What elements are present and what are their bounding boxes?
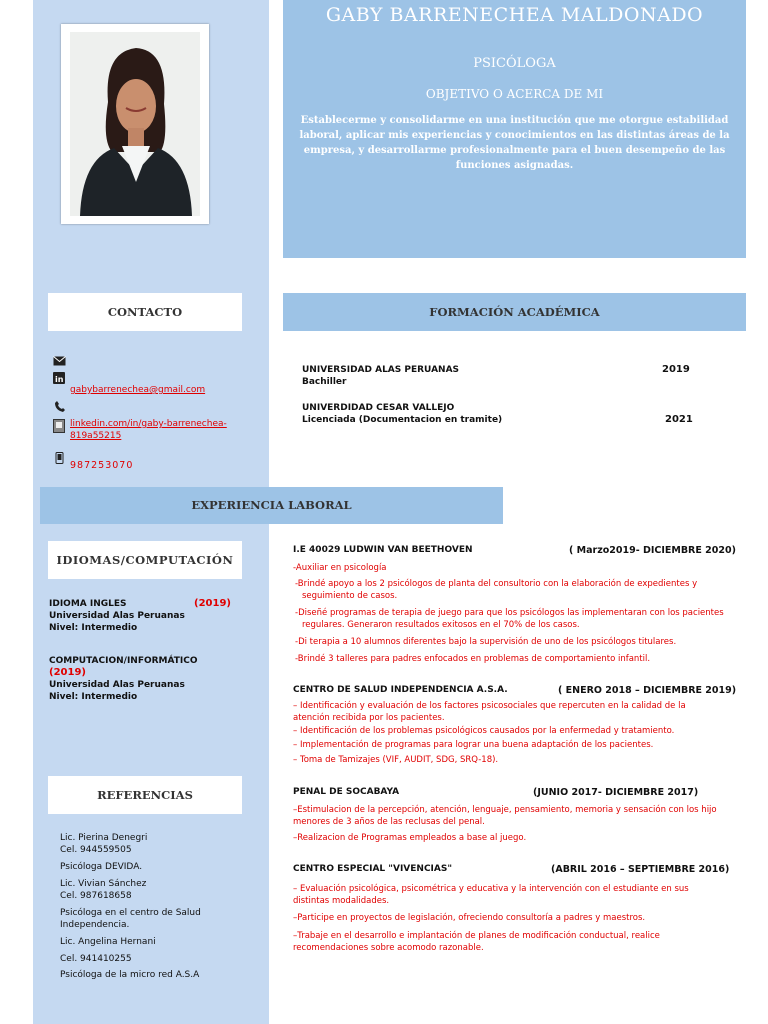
education-item-year: 2021	[665, 414, 693, 425]
job-bullet: regulares. Generaron resultados exitosos en el 70% de los casos.	[302, 620, 580, 630]
education-item-school: UNIVERSIDAD ALAS PERUANAS	[302, 365, 460, 375]
job-bullet: -Auxiliar en psicología	[293, 563, 387, 573]
computacion-year: (2019)	[49, 667, 86, 678]
job-bullet: – Identificación de los problemas psicológicos causados por la enfermedad y tratamiento.	[293, 726, 675, 736]
svg-text:in: in	[55, 375, 64, 384]
job-title: CENTRO ESPECIAL "VIVENCIAS"	[293, 864, 453, 874]
linkedin-icon	[53, 369, 65, 384]
job-title: I.E 40029 LUDWIN VAN BEETHOVEN	[293, 545, 473, 555]
job-dates: ( Marzo2019- DICIEMBRE 2020)	[569, 545, 736, 556]
profile-photo	[70, 32, 200, 216]
email-link[interactable]: gabybarrenechea@gmail.com	[70, 385, 206, 395]
phone-number: 987253070	[70, 460, 134, 471]
reference-line: Lic. Vivian Sánchez	[60, 879, 147, 889]
reference-line: Psicóloga en el centro de Salud	[60, 908, 201, 918]
reference-line: Cel. 944559505	[60, 845, 132, 855]
job-bullet: distintas modalidades.	[293, 896, 390, 906]
header-panel	[283, 0, 746, 258]
idiomas-heading: IDIOMAS/COMPUTACIÓN	[48, 541, 242, 579]
job-bullet: – Evaluación psicológica, psicométrica y educativa y la intervención con el estudiante en sus	[293, 884, 689, 894]
education-item-school: UNIVERDIDAD CESAR VALLEJO	[302, 403, 455, 413]
reference-line: Lic. Pierina Denegri	[60, 833, 148, 843]
job-dates: ( ENERO 2018 – DICIEMBRE 2019)	[558, 685, 737, 696]
reference-line: Cel. 987618658	[60, 891, 132, 901]
profession-title: PSICÓLOGA	[473, 56, 556, 71]
envelope-icon	[53, 351, 67, 361]
job-bullet: -Brindé apoyo a los 2 psicólogos de planta del consultorio con la elaboración de expedientes y	[295, 579, 698, 589]
computacion-name: COMPUTACION/INFORMÁTICO	[49, 656, 198, 666]
experiencia-heading: EXPERIENCIA LABORAL	[40, 487, 503, 524]
contact-heading: CONTACTO	[48, 293, 242, 331]
job-bullet: seguimiento de casos.	[302, 591, 398, 601]
job-bullet: -Di terapia a 10 alumnos diferentes bajo la supervisión de uno de los psicólogos titulares.	[295, 637, 677, 647]
portrait-illustration	[70, 32, 200, 216]
job-bullet: – Toma de Tamizajes (VIF, AUDIT, SDG, SRQ-18).	[293, 755, 499, 765]
reference-line: Cel. 941410255	[60, 954, 132, 964]
objective-text: Establecerme y consolidarme en una institución que me otorgue estabilidad laboral, aplicar mis experiencias y conocimientos en las distintas áreas de la empresa, y desarrollarme profesionalmente para el buen desempeño de las funciones asignadas.	[299, 115, 730, 171]
job-bullet: –Trabaje en el desarrollo e implantación de planes de modificación conductual, realice	[293, 931, 660, 941]
idioma-school: Universidad Alas Peruanas	[49, 611, 185, 621]
job-dates: (ABRIL 2016 – SEPTIEMBRE 2016)	[551, 864, 730, 875]
job-bullet: –Realizacion de Programas empleados a base al juego.	[293, 833, 527, 843]
reference-line: Psicóloga de la micro red A.S.A	[60, 970, 200, 980]
education-item-year: 2019	[662, 364, 690, 375]
job-bullet: –Participe en proyectos de legislación, ofreciendo consultoría a padres y maestros.	[293, 913, 646, 923]
job-dates: (JUNIO 2017- DICIEMBRE 2017)	[533, 787, 699, 798]
job-bullet: – Identificación y evaluación de los factores psicosociales que repercuten en la calidad de la	[293, 701, 686, 711]
job-bullet: -Diseñé programas de terapia de juego para que los psicólogos las implementaran con los pacientes	[295, 608, 724, 618]
formacion-heading: FORMACIÓN ACADÉMICA	[283, 293, 746, 331]
education-item-degree: Licenciada (Documentacion en tramite)	[302, 415, 503, 425]
education-item-degree: Bachiller	[302, 377, 347, 387]
job-bullet: – Implementación de programas para lograr una buena adaptación de los pacientes.	[293, 740, 654, 750]
computacion-school: Universidad Alas Peruanas	[49, 680, 185, 690]
linkedin-link[interactable]	[70, 418, 227, 442]
idioma-level: Nivel: Intermedio	[49, 623, 138, 633]
job-title: CENTRO DE SALUD INDEPENDENCIA A.S.A.	[293, 685, 508, 695]
job-title: PENAL DE SOCABAYA	[293, 787, 400, 797]
linkedin-doc-icon	[53, 418, 65, 432]
reference-line: Independencia.	[60, 920, 130, 930]
objective-title: OBJETIVO O ACERCA DE MI	[425, 87, 604, 101]
idioma-year: (2019)	[194, 598, 231, 609]
job-bullet: -Brindé 3 talleres para padres enfocados en problemas de comportamiento infantil.	[295, 654, 651, 664]
job-bullet: menores de 3 años de las reclusas del penal.	[293, 817, 485, 827]
computacion-level: Nivel: Intermedio	[49, 692, 138, 702]
referencias-heading: REFERENCIAS	[48, 776, 242, 814]
phone-icon	[55, 397, 65, 408]
candidate-name: GABY BARRENECHEA MALDONADO	[325, 4, 704, 26]
linkedin-line-2: 819a55215	[70, 431, 122, 441]
reference-line: Lic. Angelina Hernani	[60, 937, 156, 947]
job-bullet: –Estimulacion de la percepción, atención, lenguaje, pensamiento, memoria y sensación con los hijo	[293, 805, 717, 815]
job-bullet: atención recibida por los pacientes.	[293, 713, 445, 723]
linkedin-line-1: linkedin.com/in/gaby-barrenechea-	[70, 419, 227, 429]
profile-photo-frame	[61, 24, 209, 224]
reference-line: Psicóloga DEVIDA.	[60, 862, 143, 872]
job-bullet: recomendaciones sobre acomodo razonable.	[293, 943, 484, 953]
mobile-icon	[55, 449, 65, 461]
idioma-name: IDIOMA INGLES	[49, 599, 127, 609]
